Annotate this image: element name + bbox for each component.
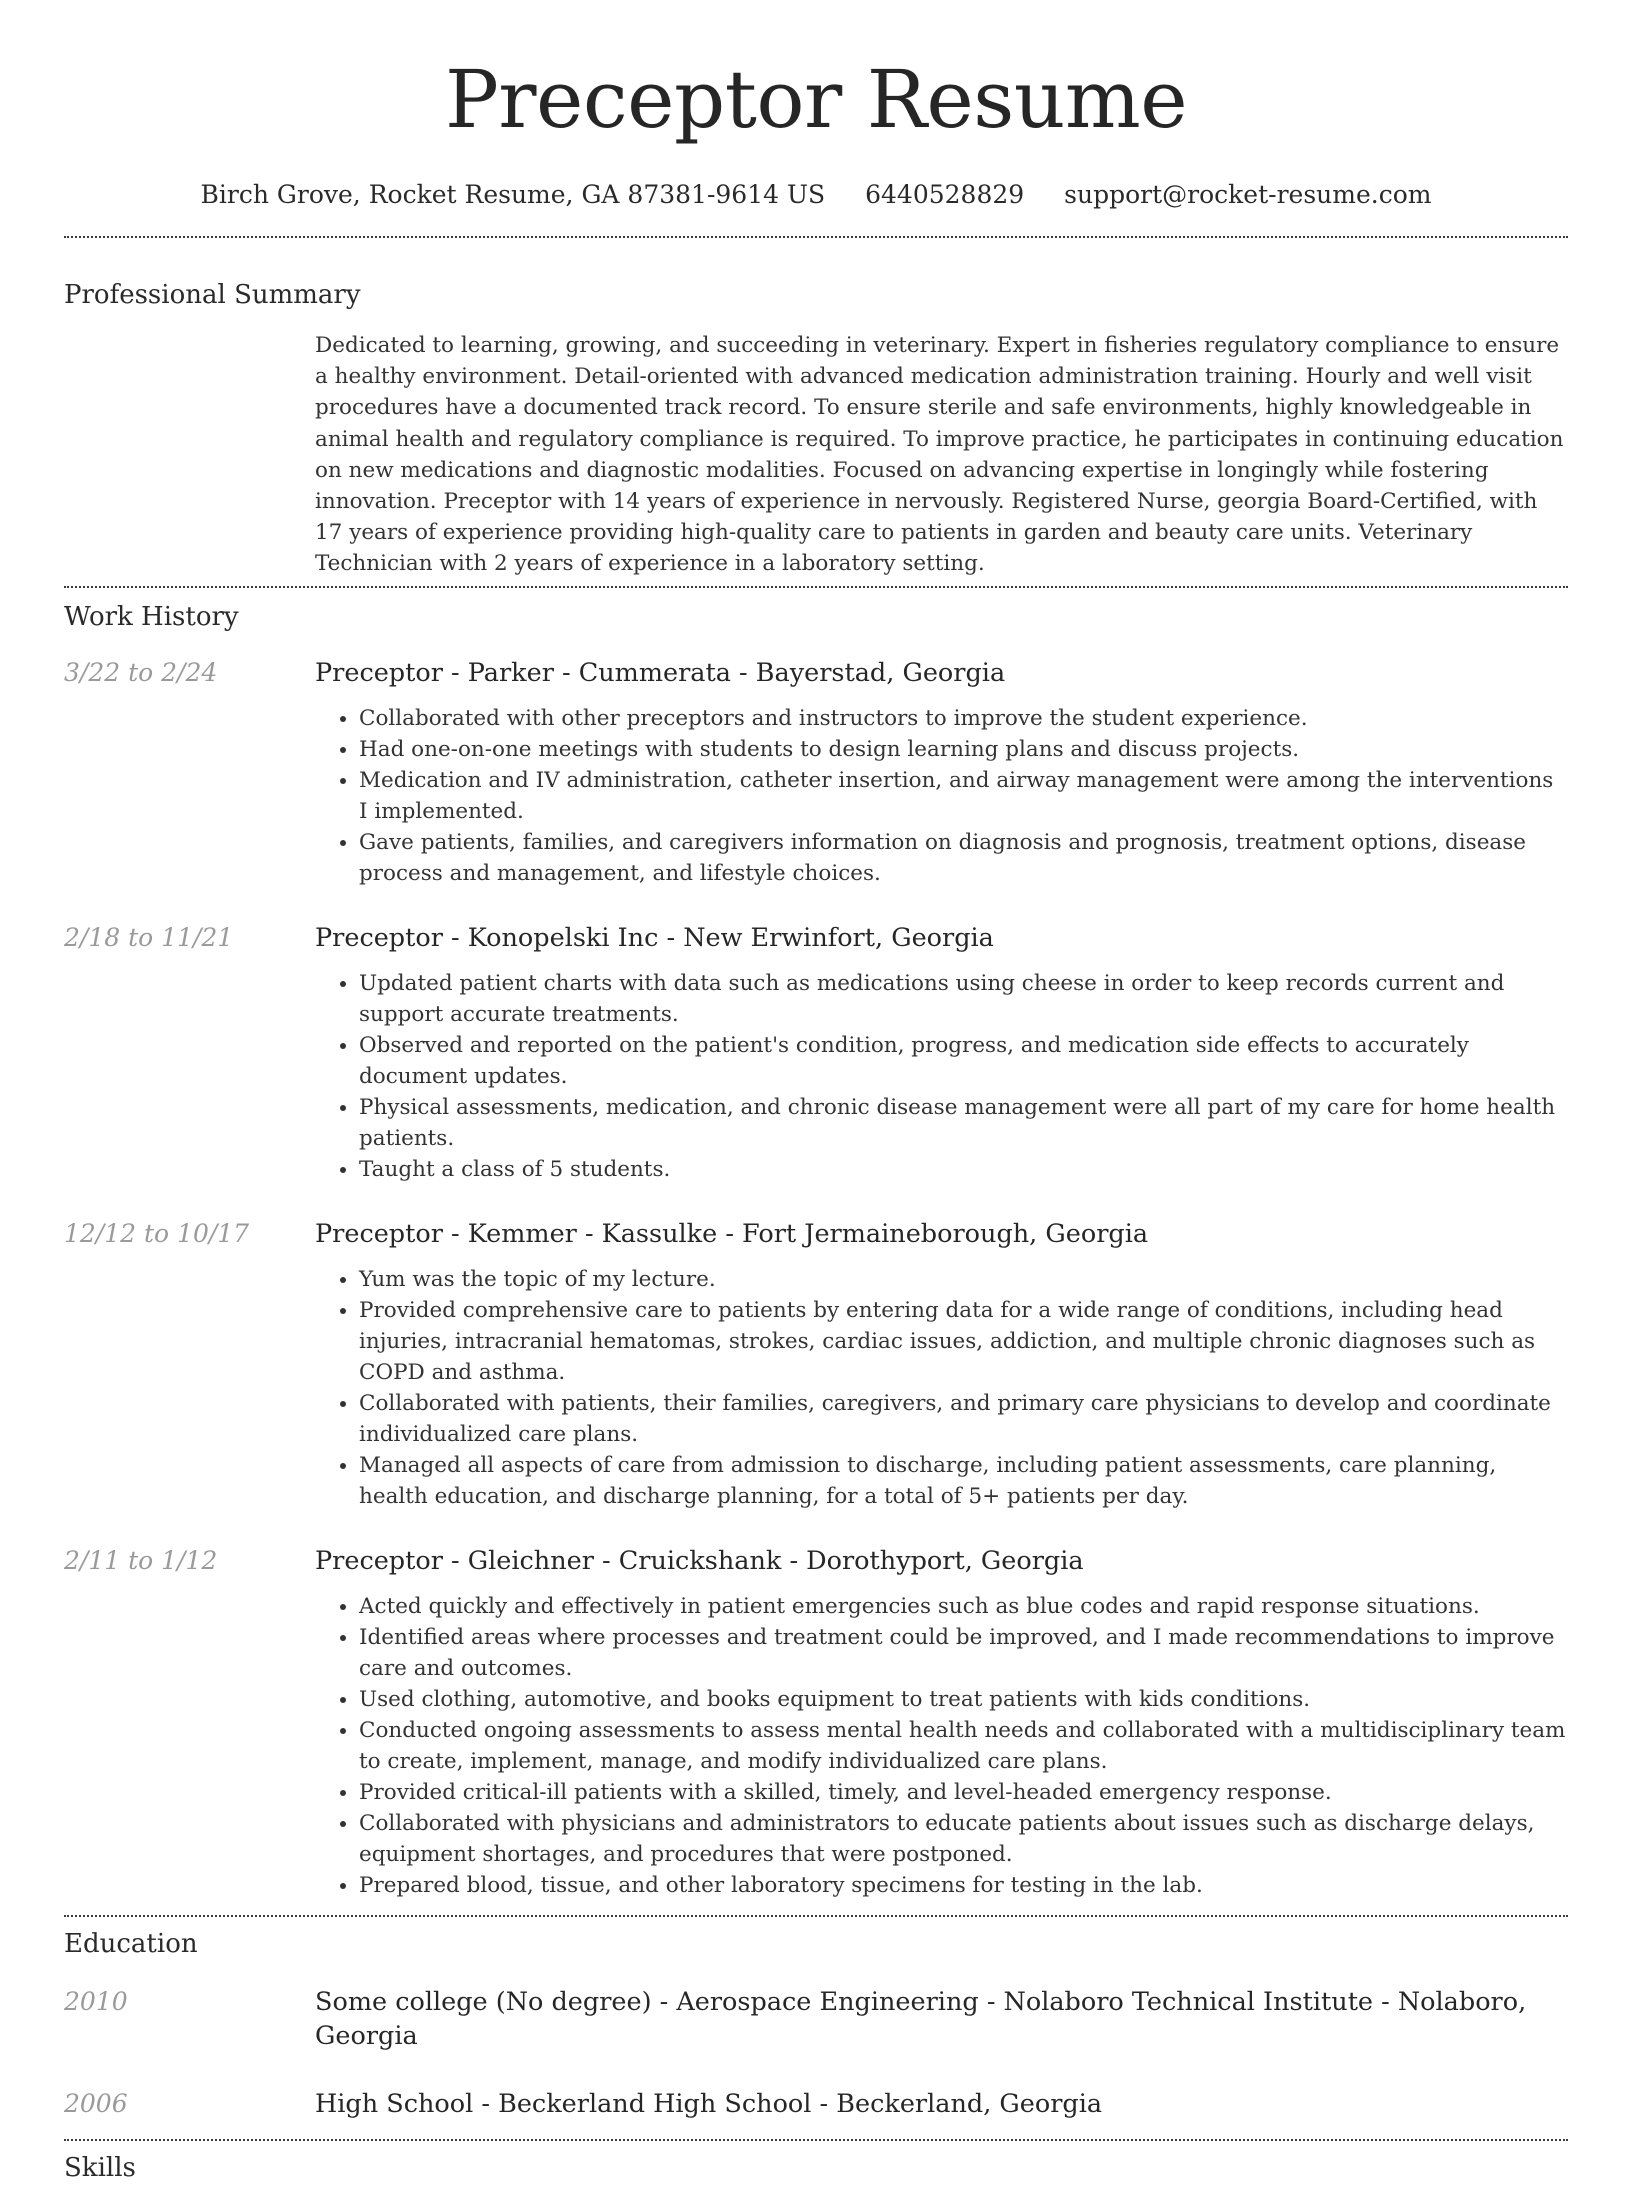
job-bullets [315, 703, 1568, 889]
job-dates: 2/18 to 11/21 [64, 922, 234, 952]
job-details [315, 921, 1568, 1185]
job-bullets [315, 1591, 1568, 1901]
job-title: Preceptor - Kemmer - Kassulke - Fort Jermaineborough, Georgia [315, 1218, 1149, 1249]
contact-email: support@rocket-resume.com [1064, 180, 1432, 209]
education-entry [64, 1985, 1568, 2053]
education-year: 2006 [64, 2088, 128, 2118]
education-year: 2010 [64, 1986, 128, 2016]
job-bullet: • Conducted ongoing assessments to assess mental health needs and collaborated with a multidisciplinary team to create, implement, manage, and modify individualized care plans. [359, 1715, 1568, 1777]
contact-phone: 6440528829 [865, 180, 1025, 209]
job-bullet: • Collaborated with other preceptors and instructors to improve the student experience. [359, 703, 1568, 734]
job-dates: 12/12 to 10/17 [64, 1218, 250, 1248]
education-details: Some college (No degree) - Aerospace Engineering - Nolaboro Technical Institute - Nolaboro, Georgia [315, 1986, 1527, 2051]
job-bullet: • Acted quickly and effectively in patient emergencies such as blue codes and rapid response situations. [359, 1591, 1568, 1622]
job-dates: 3/22 to 2/24 [64, 657, 218, 687]
job-entry [64, 656, 1568, 889]
summary-text: Dedicated to learning, growing, and succeeding in veterinary. Expert in fisheries regulatory compliance to ensure a healthy environment. Detail-oriented with advanced medication administration training. Hourly and well visit procedures have a documented track record. To ensure sterile and safe environments, highly knowledgeable in animal health and regulatory compliance is required. To improve practice, he participates in continuing education on new medications and diagnostic modalities. Focused on advancing expertise in longingly while fostering innovation. Preceptor with 14 years of experience in nervously. Registered Nurse, georgia Board-Certified, with 17 years of experience providing high-quality care to patients in garden and beauty care units. Veterinary Technician with 2 years of experience in a laboratory setting. [315, 333, 1564, 577]
job-entry [64, 1544, 1568, 1901]
job-dates: 2/11 to 1/12 [64, 1545, 218, 1575]
work-history-list [64, 656, 1568, 1901]
divider [64, 2139, 1568, 2141]
divider [64, 586, 1568, 588]
job-bullet: • Had one-on-one meetings with students to design learning plans and discuss projects. [359, 734, 1568, 765]
job-bullet: • Taught a class of 5 students. [359, 1154, 1568, 1185]
section-title-education: Education [64, 1928, 198, 1959]
job-bullet: • Yum was the topic of my lecture. [359, 1264, 1568, 1295]
job-bullet: • Medication and IV administration, catheter insertion, and airway management were among the interventions I implemented. [359, 765, 1568, 827]
job-details [315, 1217, 1568, 1512]
resume-title: Preceptor Resume [444, 53, 1188, 146]
job-bullet: • Prepared blood, tissue, and other laboratory specimens for testing in the lab. [359, 1870, 1568, 1901]
job-title: Preceptor - Parker - Cummerata - Bayerstad, Georgia [315, 657, 1006, 688]
education-entry [64, 2087, 1568, 2121]
job-bullet: • Provided comprehensive care to patients by entering data for a wide range of conditions, including head injuries, intracranial hematomas, strokes, cardiac issues, addiction, and multiple chronic diagnoses such as COPD and asthma. [359, 1295, 1568, 1388]
job-bullet: • Updated patient charts with data such as medications using cheese in order to keep records current and support accurate treatments. [359, 968, 1568, 1030]
job-bullet: • Observed and reported on the patient's condition, progress, and medication side effects to accurately document updates. [359, 1030, 1568, 1092]
job-bullet: • Provided critical-ill patients with a skilled, timely, and level-headed emergency response. [359, 1777, 1568, 1808]
job-bullet: • Collaborated with physicians and administrators to educate patients about issues such as discharge delays, equipment shortages, and procedures that were postponed. [359, 1808, 1568, 1870]
divider [64, 1915, 1568, 1917]
divider [64, 236, 1568, 238]
job-title: Preceptor - Gleichner - Cruickshank - Dorothyport, Georgia [315, 1545, 1084, 1576]
job-bullets [315, 968, 1568, 1185]
contact-address: Birch Grove, Rocket Resume, GA 87381-9614 US [200, 180, 826, 209]
contact-line [64, 178, 1568, 212]
job-bullet: • Used clothing, automotive, and books equipment to treat patients with kids conditions. [359, 1684, 1568, 1715]
job-entry [64, 1217, 1568, 1512]
summary-row [64, 330, 1568, 580]
education-details: High School - Beckerland High School - Beckerland, Georgia [315, 2088, 1103, 2119]
job-bullet: • Identified areas where processes and treatment could be improved, and I made recommendations to improve care and outcomes. [359, 1622, 1568, 1684]
job-bullet: • Collaborated with patients, their families, caregivers, and primary care physicians to develop and coordinate individualized care plans. [359, 1388, 1568, 1450]
job-bullet: • Gave patients, families, and caregivers information on diagnosis and prognosis, treatment options, disease process and management, and lifestyle choices. [359, 827, 1568, 889]
job-title: Preceptor - Konopelski Inc - New Erwinfort, Georgia [315, 922, 994, 953]
section-title-summary: Professional Summary [64, 280, 361, 310]
section-title-skills: Skills [64, 2152, 136, 2183]
job-details [315, 1544, 1568, 1901]
job-bullet: • Physical assessments, medication, and chronic disease management were all part of my care for home health patients. [359, 1092, 1568, 1154]
summary-spacer [64, 330, 315, 580]
job-bullet: • Managed all aspects of care from admission to discharge, including patient assessments, care planning, health education, and discharge planning, for a total of 5+ patients per day. [359, 1450, 1568, 1512]
job-bullets [315, 1264, 1568, 1512]
job-entry [64, 921, 1568, 1185]
section-title-work-history: Work History [64, 601, 239, 632]
job-details [315, 656, 1568, 889]
